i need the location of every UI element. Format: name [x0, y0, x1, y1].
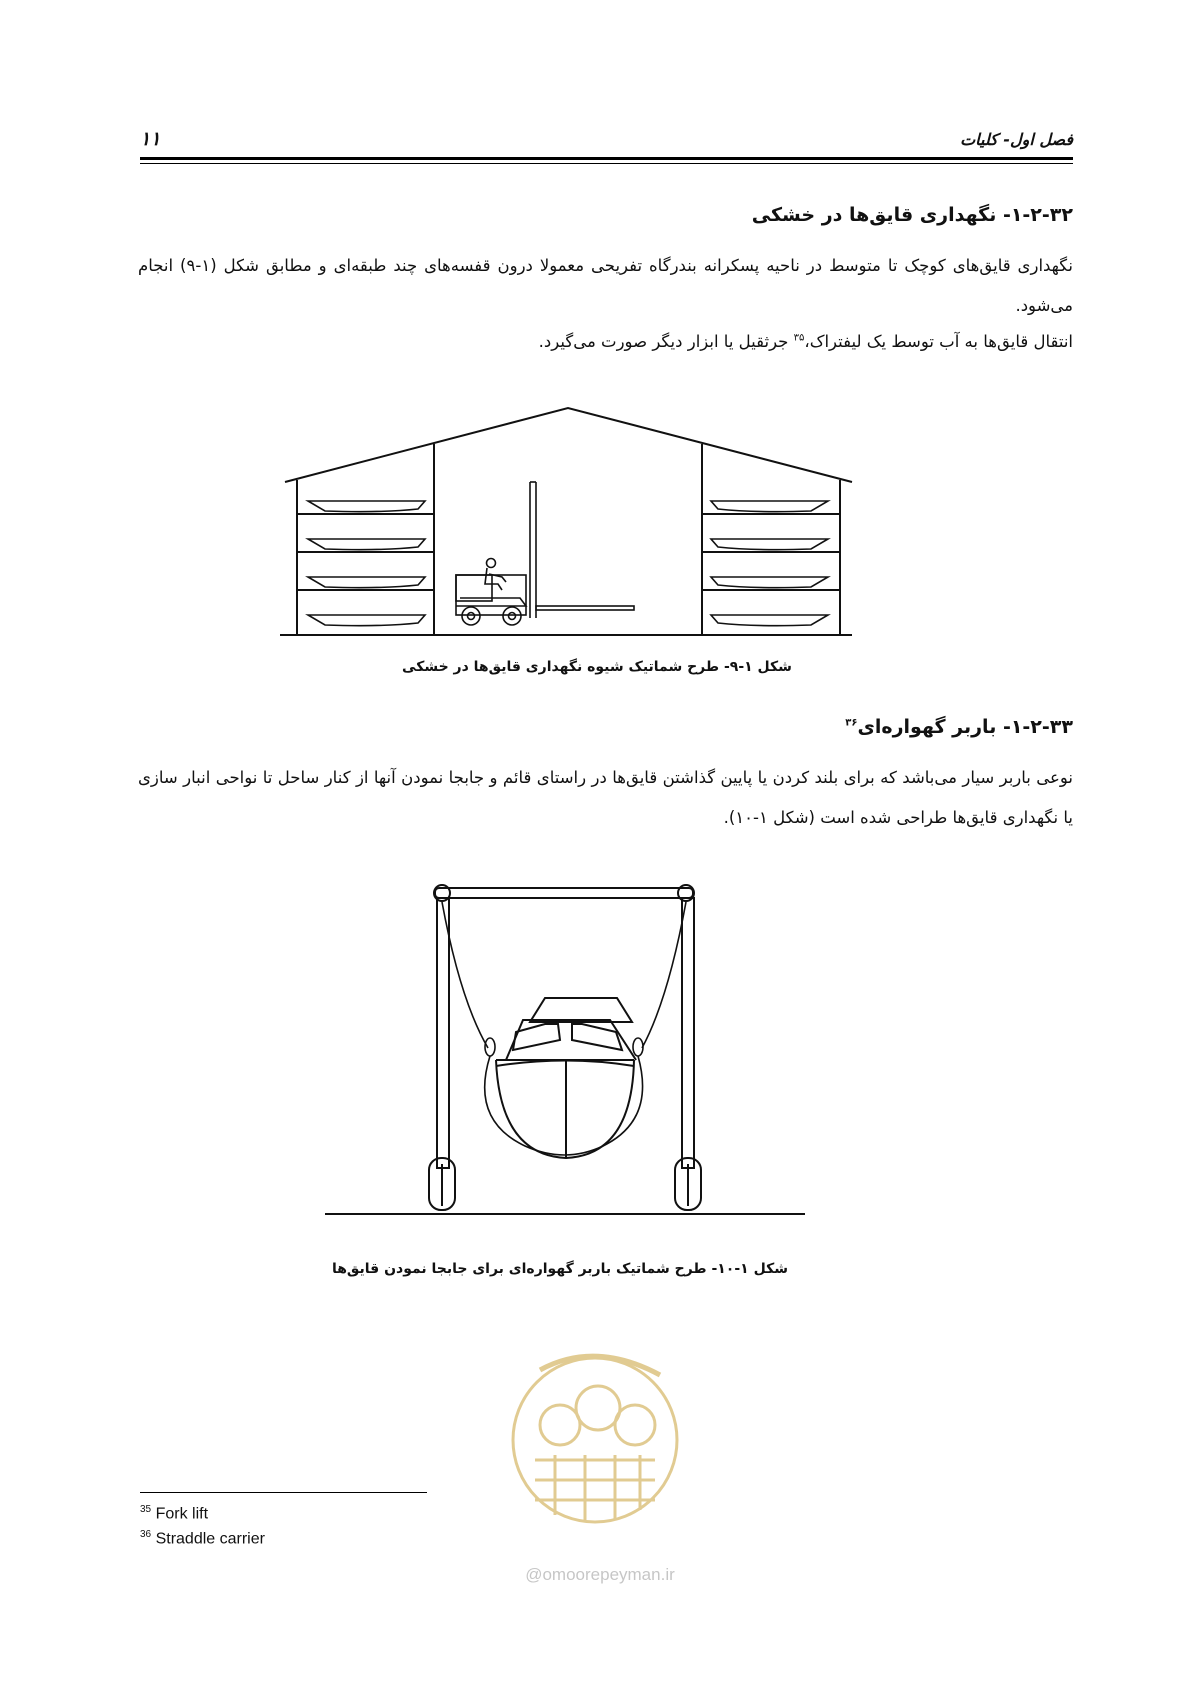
footnote-text: Straddle carrier [155, 1530, 265, 1548]
boat-icon [711, 577, 828, 588]
boat-icon [308, 501, 425, 512]
footnote-number: 35 [140, 1504, 152, 1515]
section-33-heading [845, 716, 1073, 738]
seal-ring [513, 1358, 677, 1522]
footnote-number: 36 [140, 1529, 152, 1540]
section-32-paragraph-1: نگهداری قایق‌های کوچک تا متوسط در ناحیه پسکرانه بندرگاه تفریحی معمولا درون قفسه‌های چند طبقه‌ای و مطابق شکل (۱-۹) انجام می‌شود. [138, 256, 1073, 315]
boat-icon [496, 998, 636, 1158]
footnote-ref-35: ۳۵ [793, 332, 805, 344]
boat-icon [308, 539, 425, 550]
section-33-paragraph: نوعی باربر سیار می‌باشد که برای بلند کردن یا پایین گذاشتن قایق‌ها در راستای قائم و جابجا نمودن آنها از کنار ساحل تا نواحی انبار سازی یا نگهداری قایق‌ها طراحی شده است (شکل ۱-۱۰). [138, 768, 1073, 827]
footnote-text: Fork lift [155, 1505, 209, 1523]
para2-after: جرثقیل یا ابزار دیگر صورت می‌گیرد. [538, 332, 794, 351]
stored-boats [308, 501, 828, 626]
top-beam [435, 888, 693, 898]
forklift-icon [456, 482, 634, 625]
boat-icon [711, 501, 828, 512]
section-32-heading: ۱-۲-۳۲- نگهداری قایق‌ها در خشکی [751, 204, 1073, 226]
header-rule-thin [140, 163, 1073, 164]
footnote-ref-36: ۳۶ [845, 717, 858, 729]
figure-10-caption: شکل ۱-۱۰- طرح شماتیک باربر گهواره‌ای برای جابجا نمودن قایق‌ها [331, 1261, 788, 1277]
figure-9-caption: شکل ۱-۹- طرح شماتیک شیوه نگهداری قایق‌ها در خشکی [402, 659, 792, 675]
boat-icon [711, 539, 828, 550]
boat-icon [308, 615, 425, 626]
page-number: ۱۱ [140, 128, 161, 150]
section-33-heading-text: ۱-۲-۳۳- باربر گهواره‌ای [857, 716, 1073, 738]
boat-icon [711, 615, 828, 626]
figure-dry-storage-diagram [240, 370, 950, 655]
right-leg [682, 898, 694, 1168]
left-leg [437, 898, 449, 1168]
figure-straddle-carrier-diagram [320, 880, 820, 1245]
roof-line [285, 408, 852, 482]
watermark-logo [480, 1330, 720, 1590]
boat-icon [308, 577, 425, 588]
section-32-paragraph-2 [539, 332, 1073, 351]
para2-before: انتقال قایق‌ها به آب توسط یک لیفتراک، [804, 332, 1073, 351]
footnote-36 [140, 1529, 265, 1548]
watermark-text: @omoorepeyman.ir [525, 1565, 675, 1584]
lifting-slings [442, 902, 686, 1155]
header-rule-thick [140, 157, 1073, 160]
chapter-title: فصل اول- کلیات [960, 130, 1073, 149]
footnote-rule [140, 1492, 427, 1493]
footnote-35 [140, 1504, 208, 1523]
